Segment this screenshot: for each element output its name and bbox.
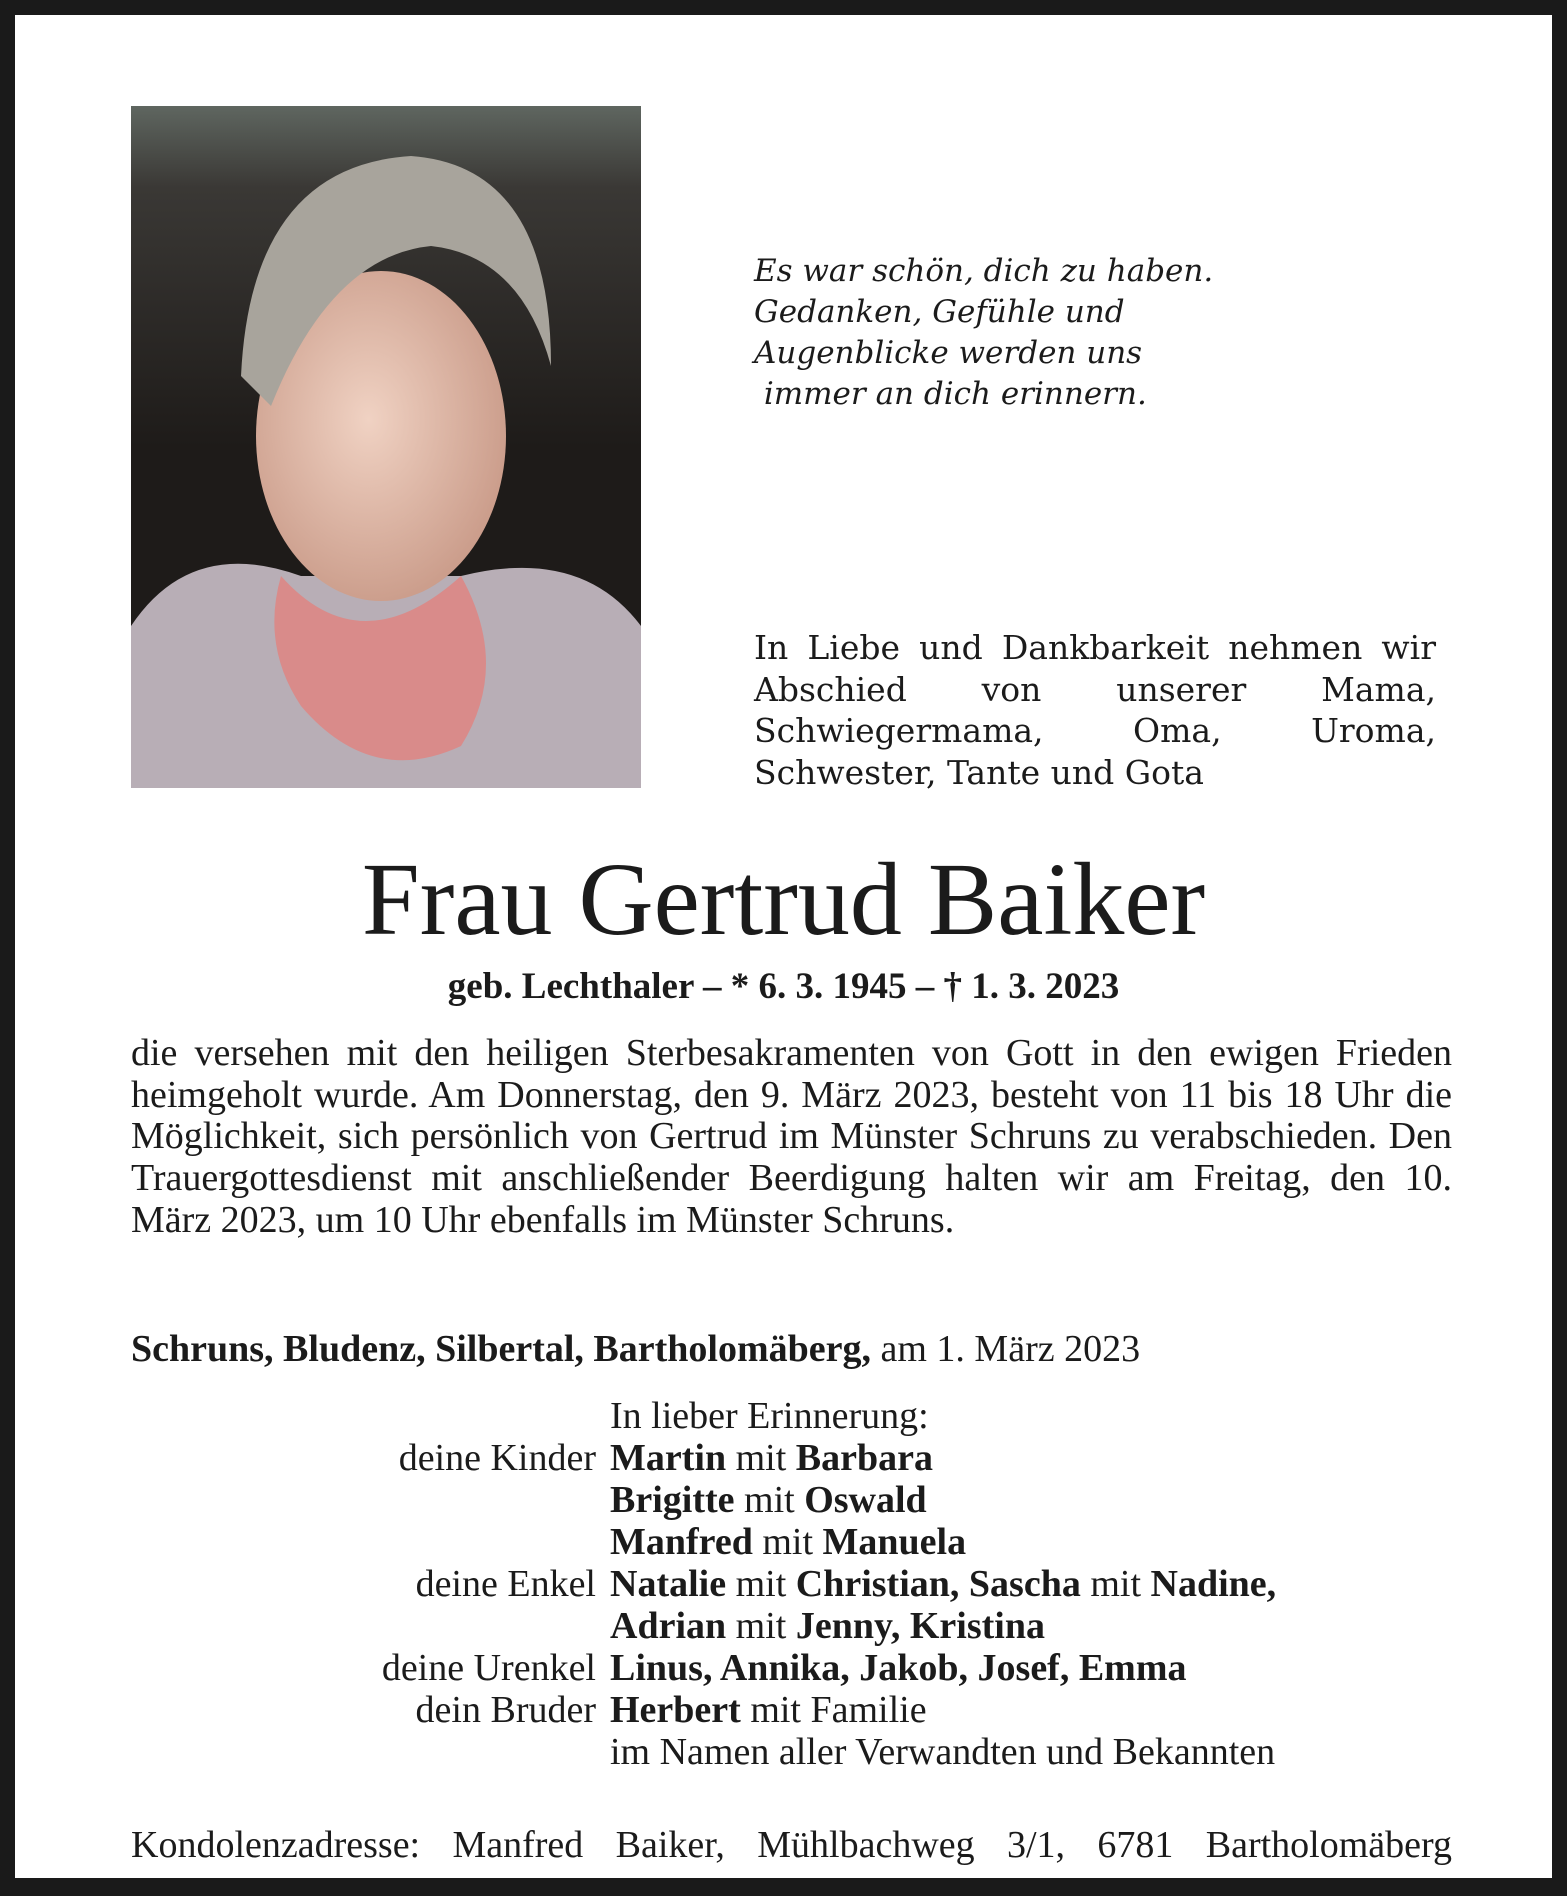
name-part: Brigitte [610,1479,735,1521]
family-names [610,1479,927,1521]
family-row [131,1521,1452,1563]
body-text: die versehen mit den heiligen Sterbesakramenten von Gott in den ewigen Frieden heimgeholt wurde. Am Donnerstag, den 9. März 2023, besteht von 11 bis 18 Uhr die Möglichkeit, sich persönlich von Gertrud im Münster Schruns zu verabschieden. Den Trauergottesdienst mit anschließender Beerdigung halten wir am Freitag, den 10. März 2023, um 10 Uhr ebenfalls im Münster Schruns. [131,1032,1452,1241]
relation-label [131,1521,610,1563]
birth-death-dates: geb. Lechthaler – * 6. 3. 1945 – † 1. 3. 2023 [447,966,1120,1007]
family-row [131,1647,1452,1689]
name-part: Barbara [795,1437,933,1479]
name-part: Linus, Annika, Jakob, Josef, Emma [610,1647,1187,1689]
memorial-quote [754,251,1213,415]
family-names [610,1605,1045,1647]
relation-label: dein Bruder [415,1689,596,1731]
family-heading: In lieber Erinnerung: [610,1395,929,1437]
name-part: Natalie [610,1563,727,1605]
condolence-address: Kondolenzadresse: Manfred Baiker, Mühlbachweg 3/1, 6781 Bartholomäberg [131,1824,1452,1866]
quote-line: Gedanken, Gefühle und [754,294,1125,330]
relation-label: deine Kinder [398,1437,596,1479]
family-names [610,1521,966,1563]
name-part: Oswald [804,1479,927,1521]
obituary-notice [15,15,1552,1878]
places: Schruns, Bludenz, Silbertal, Bartholomäberg, [131,1328,871,1370]
name-part: Manfred [610,1521,753,1563]
name-part: mit [726,1563,796,1605]
name-part: mit [726,1605,796,1647]
name-part: Martin [610,1437,727,1479]
quote-line: Augenblicke werden uns [754,335,1143,371]
relation-label [131,1479,610,1521]
name-part: im Namen aller Verwandten und Bekannten [610,1731,1276,1773]
family-row [131,1731,1452,1773]
relation-label: deine Urenkel [381,1647,596,1689]
quote-line: immer an dich erinnern. [754,376,1147,412]
intro-text: In Liebe und Dankbarkeit nehmen wir Abschied von unserer Mama, Schwiegermama, Oma, Uroma, Schwester, Tante und Gota [754,628,1436,792]
family-names [610,1647,1187,1689]
date: am 1. März 2023 [871,1328,1141,1370]
name-part: Manuela [822,1521,967,1563]
name-part: Jenny, Kristina [795,1605,1045,1647]
family-row [131,1605,1452,1647]
place-date-line [131,1327,1140,1371]
name-part: mit [752,1521,823,1563]
relation-label: deine Enkel [415,1563,596,1605]
family-names [610,1689,927,1731]
name-part: mit [1080,1563,1151,1605]
name-part: Adrian [610,1605,727,1647]
family-row [131,1479,1452,1521]
name-part: mit Familie [740,1689,927,1731]
quote-line: Es war schön, dich zu haben. [754,253,1214,289]
family-names [610,1563,1276,1605]
name-part: Nadine, [1150,1563,1277,1605]
family-names [610,1437,933,1479]
relation-label [131,1731,610,1773]
deceased-name: Frau Gertrud Baiker [361,842,1206,957]
family-names [610,1731,1275,1773]
family-list [131,1395,1452,1773]
relation-label [131,1605,610,1647]
family-row [131,1437,1452,1479]
name-part: Herbert [610,1689,741,1731]
family-row [131,1563,1452,1605]
name-part: mit [734,1479,805,1521]
name-part: Christian, Sascha [795,1563,1081,1605]
name-part: mit [726,1437,796,1479]
portrait-photo [131,106,641,788]
family-row [131,1689,1452,1731]
